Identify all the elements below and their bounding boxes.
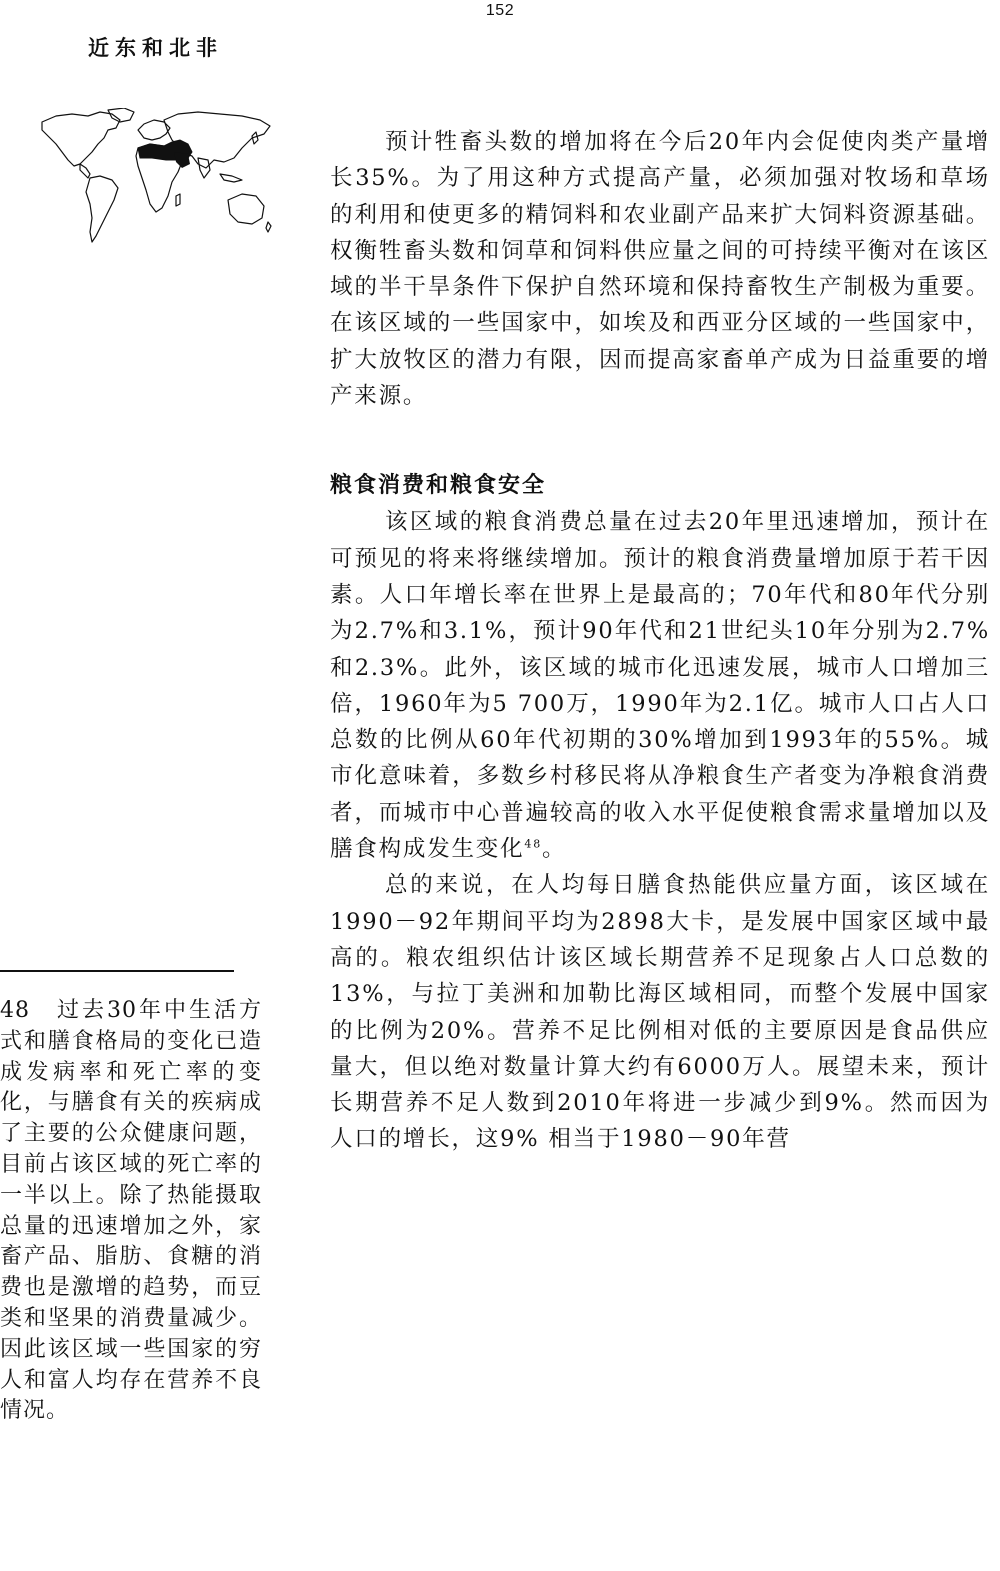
paragraph-consumption (330, 504, 990, 867)
paragraph-consumption-text: 该区域的粮食消费总量在过去20年里迅速增加，预计在可预见的将来将继续增加。预计的粮食消费量增加原于若干因素。人口年增长率在世界上是最高的；70年代和80年代分别为2.7%和3.1%，预计90年代和21世纪头10年分别为2.7%和2.3%。此外，该区域的城市化迅速发展，城市人口增加三倍，1960年为5 700万，1990年为2.1亿。城市人口占人口总数的比例从60年代初期的30%增加到1993年的55%。城市化意味着，多数乡村移民将从净粮食生产者变为净粮食消费者，而城市中心普遍较高的收入水平促使粮食需求量增加以及膳食构成发生变化 (330, 509, 990, 863)
indonesia-shape (220, 174, 242, 182)
paragraph-consumption-end: 。 (542, 836, 567, 863)
south-america-shape (86, 176, 118, 242)
footnote-text: 48 过去30年中生活方式和膳食格局的变化已造成发病率和死亡率的变化，与膳食有关的疾病成了主要的公众健康问题，目前占该区域的死亡率的一半以上。除了热能摄取总量的迅速增加之外，家畜产品、脂肪、食糖的消费也是激增的趋势，而豆类和坚果的消费量减少。因此该区域一些国家的穷人和富人均存在营养不良情况。 (0, 998, 262, 1424)
page-number: 152 (485, 2, 515, 19)
new-zealand-shape (266, 222, 271, 232)
region-title: 近东和北非 (88, 35, 223, 60)
section-heading: 粮食消费和粮食安全 (330, 473, 547, 499)
world-map-icon (38, 108, 274, 260)
north-america-shape (42, 112, 120, 166)
main-column (330, 124, 990, 1158)
paragraph-livestock: 预计牲畜头数的增加将在今后20年内会促使肉类产量增长35%。为了用这种方式提高产量，必须加强对牧场和草场的利用和使更多的精饲料和农业副产品来扩大饲料资源基础。权衡牲畜头数和饲草和饲料供应量之间的可持续平衡对在该区域的半干旱条件下保护自然环境和保持畜牧生产制极为重要。在该区域的一些国家中，如埃及和西亚分区域的一些国家中，扩大放牧区的潜力有限，因而提高家畜单产成为日益重要的增产来源。 (330, 129, 990, 410)
arabia-highlight (174, 152, 190, 168)
madagascar-shape (176, 194, 180, 206)
greenland-shape (108, 108, 134, 122)
japan-shape (252, 132, 258, 144)
india-shape (198, 158, 210, 178)
australia-shape (228, 194, 264, 224)
footnote-divider (0, 970, 234, 972)
central-america-shape (80, 164, 90, 178)
paragraph-nutrition: 总的来说，在人均每日膳食热能供应量方面，该区域在1990－92年期间平均为2898大卡，是发展中国家区域中最高的。粮农组织估计该区域长期营养不足现象占人口总数的13%，与拉丁美洲和加勒比海区域相同，而整个发展中国家的比例为20%。营养不足比例相对低的主要原因是食品供应量大，但以绝对数量计算大约有6000万人。展望未来，预计长期营养不足人数到2010年将进一步减少到9%。然而因为人口的增长，这9% 相当于1980－90年营 (330, 872, 990, 1153)
footnote-reference: 48 (524, 837, 543, 851)
